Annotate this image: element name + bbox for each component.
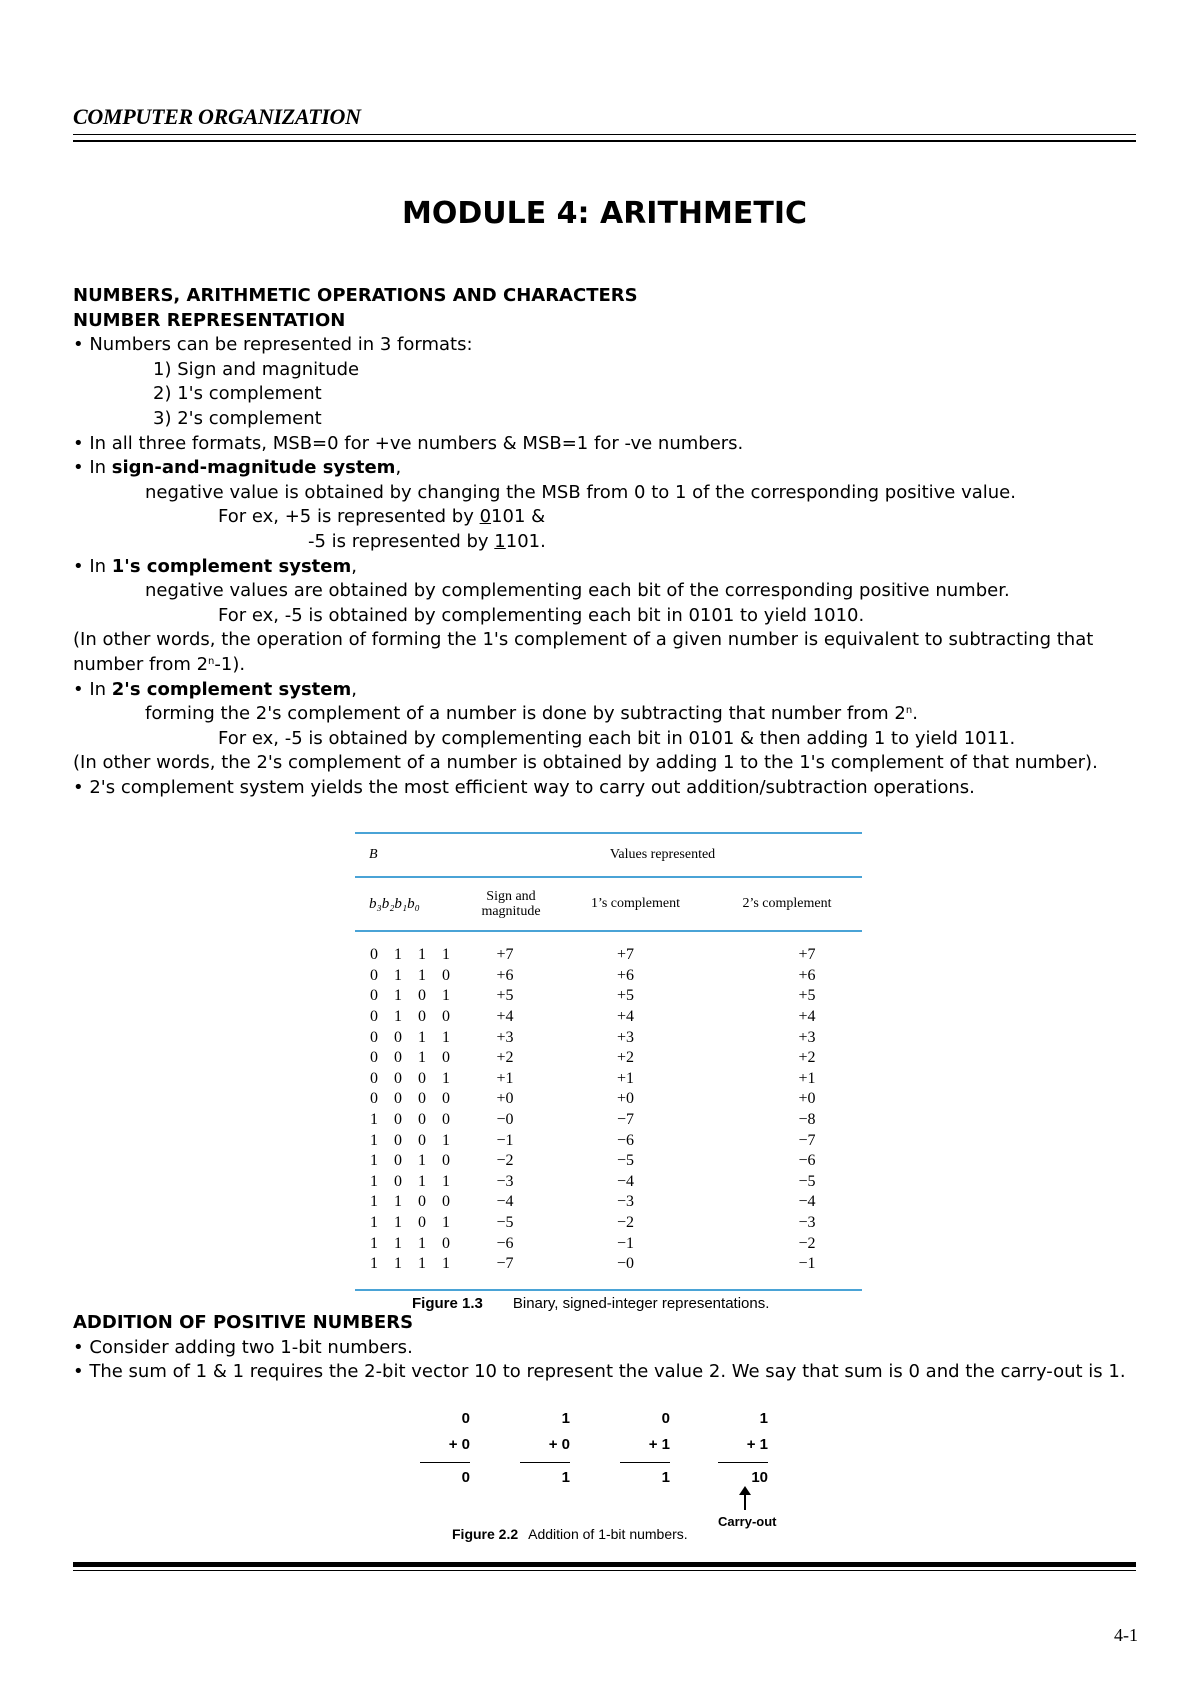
ones-complement-cell: +4	[616, 1008, 635, 1026]
ones-complement-cell: +2	[616, 1049, 635, 1067]
bit-pattern-cell: 1 1 0 0	[370, 1193, 456, 1211]
table-row	[355, 1130, 862, 1151]
format-item: 3) 2's complement	[153, 407, 322, 429]
bit-pattern-cell: 1 1 0 1	[370, 1214, 456, 1232]
ones-complement-cell: −3	[616, 1193, 635, 1211]
bullet-prefix: • In	[73, 457, 112, 479]
twos-complement-cell: +5	[798, 987, 816, 1005]
ones-complement-cell: +1	[616, 1069, 635, 1087]
ones-complement-cell: −7	[616, 1111, 635, 1129]
sign-magnitude-cell: +7	[496, 946, 514, 964]
figure-2-2	[420, 1406, 800, 1546]
twos-complement-cell: −2	[798, 1234, 816, 1252]
twos-complement-cell: +2	[798, 1049, 816, 1067]
sign-magnitude-cell: −1	[496, 1131, 514, 1149]
ones-complement-cell: −0	[616, 1255, 635, 1273]
twos-complement-example: For ex, -5 is obtained by complementing each bit in 0101 & then adding 1 to yield 1011.	[218, 727, 1016, 749]
bit-pattern-cell: 0 1 0 0	[370, 1008, 456, 1026]
table-row	[355, 1151, 862, 1172]
bits-header: b₃b₂b₁b₀	[369, 895, 420, 912]
bit-pattern-cell: 1 0 1 0	[370, 1152, 456, 1170]
subsection-heading: NUMBER REPRESENTATION	[73, 309, 346, 331]
addition-example	[620, 1406, 670, 1491]
format-item: 2) 1's complement	[153, 383, 322, 405]
carry-out-label: Carry-out	[718, 1514, 777, 1529]
figure-1-3-caption	[355, 1295, 862, 1312]
ones-complement-cell: −1	[616, 1234, 635, 1252]
twos-complement-desc	[73, 702, 1143, 727]
bullet-prefix: • In	[73, 678, 112, 700]
addend-a: 0	[461, 1410, 470, 1427]
term-ones-complement: 1's complement system	[111, 555, 352, 577]
ones-complement-cell: +3	[616, 1028, 635, 1046]
addend-b: + 1	[746, 1436, 768, 1453]
example-text: -5 is represented by	[308, 530, 495, 552]
addend-b: + 0	[448, 1436, 470, 1453]
example-text: 101 &	[491, 506, 546, 528]
caption-number: Figure 1.3	[412, 1294, 483, 1312]
sign-magnitude-cell: +1	[496, 1069, 514, 1087]
figure-1-3-table	[355, 832, 862, 1312]
table-body	[355, 932, 862, 1289]
section-number-representation	[73, 284, 1143, 800]
table-row	[355, 966, 862, 987]
sign-magnitude-header: Sign and magnitude	[481, 889, 541, 919]
bullet-twos-complement	[73, 678, 1143, 703]
table-row	[355, 1192, 862, 1213]
footer-rule	[73, 1570, 1136, 1571]
ones-complement-cell: −4	[616, 1172, 635, 1190]
table-row	[355, 1007, 862, 1028]
twos-complement-cell: +3	[798, 1028, 816, 1046]
sign-magnitude-cell: +4	[496, 1008, 514, 1026]
caption-text: Binary, signed-integer representations.	[512, 1294, 770, 1312]
values-represented-header: Values represented	[609, 847, 716, 862]
section-heading: ADDITION OF POSITIVE NUMBERS	[73, 1312, 414, 1333]
addend-a: 1	[759, 1410, 768, 1427]
addition-example	[420, 1406, 470, 1491]
page-number: 4-1	[1114, 1625, 1138, 1645]
bullet-consider: • Consider adding two 1-bit numbers.	[73, 1336, 413, 1358]
addend-b: + 1	[648, 1436, 670, 1453]
sign-magnitude-cell: +0	[496, 1090, 514, 1108]
sum-rule	[420, 1462, 470, 1463]
sign-magnitude-cell: −3	[496, 1172, 514, 1190]
example-text: For ex, +5 is represented by	[218, 506, 480, 528]
twos-complement-cell: +1	[798, 1069, 816, 1087]
sign-magnitude-example-1	[73, 505, 1143, 530]
addition-example	[718, 1406, 768, 1491]
twos-complement-cell: −6	[798, 1152, 816, 1170]
term-twos-complement: 2's complement system	[111, 678, 352, 700]
section-heading: NUMBERS, ARITHMETIC OPERATIONS AND CHARACTERS	[73, 285, 638, 306]
bit-pattern-cell: 1 0 1 1	[370, 1172, 456, 1190]
desc-text: forming the 2's complement of a number is done by subtracting that number from 2	[145, 703, 906, 725]
format-item: 1) Sign and magnitude	[153, 358, 360, 380]
bit-pattern-cell: 0 0 1 1	[370, 1028, 456, 1046]
table-row	[355, 1027, 862, 1048]
carry-arrow-icon	[744, 1492, 746, 1510]
table-header-row-2	[355, 878, 862, 930]
bit-pattern-cell: 0 0 0 1	[370, 1069, 456, 1087]
addend-a: 0	[661, 1410, 670, 1427]
table-row	[355, 1069, 862, 1090]
bullet-suffix: ,	[351, 678, 357, 700]
twos-complement-note: (In other words, the 2's complement of a number is obtained by adding 1 to the 1's complement of that number).	[73, 752, 1098, 774]
sign-magnitude-cell: −0	[496, 1111, 514, 1129]
sum: 10	[751, 1469, 768, 1486]
sum: 1	[561, 1469, 570, 1486]
ones-complement-cell: +5	[616, 987, 635, 1005]
sum-rule	[718, 1462, 768, 1463]
twos-complement-cell: −3	[798, 1214, 816, 1232]
sum-rule	[520, 1462, 570, 1463]
ones-complement-cell: +0	[616, 1090, 635, 1108]
twos-complement-cell: −4	[798, 1193, 816, 1211]
section-addition	[73, 1311, 1143, 1385]
superscript: n	[905, 705, 913, 717]
addend-a: 1	[561, 1410, 570, 1427]
bit-pattern-cell: 1 0 0 0	[370, 1111, 456, 1129]
caption-number: Figure 2.2	[452, 1526, 519, 1542]
sign-magnitude-cell: +6	[496, 966, 514, 984]
sign-magnitude-cell: +3	[496, 1028, 514, 1046]
twos-complement-header: 2’s complement	[742, 896, 832, 911]
ones-complement-header: 1’s complement	[590, 896, 681, 911]
table-row	[355, 986, 862, 1007]
bullet-prefix: • In	[73, 555, 112, 577]
sign-magnitude-cell: +5	[496, 987, 514, 1005]
twos-complement-cell: −5	[798, 1172, 816, 1190]
superscript: n	[208, 655, 215, 667]
twos-complement-cell: +0	[798, 1090, 816, 1108]
twos-complement-cell: −1	[798, 1255, 816, 1273]
bit-pattern-cell: 0 0 0 0	[370, 1090, 456, 1108]
bullet-ones-complement	[73, 555, 1143, 580]
note-text: (In other words, the operation of forming the 1's complement of a given number is equivalent to subtracting that number from 2	[73, 629, 1094, 675]
ones-complement-cell: +6	[616, 966, 635, 984]
sign-magnitude-cell: −4	[496, 1193, 514, 1211]
ones-complement-example: For ex, -5 is obtained by complementing each bit in 0101 to yield 1010.	[218, 604, 865, 626]
table-row	[355, 1048, 862, 1069]
header-rule-thick	[73, 140, 1136, 142]
bullet-suffix: ,	[351, 555, 357, 577]
table-row	[355, 1110, 862, 1131]
example-text: 101.	[505, 530, 546, 552]
sign-magnitude-cell: −7	[496, 1255, 514, 1273]
sign-magnitude-cell: −6	[496, 1234, 514, 1252]
ones-complement-cell: +7	[616, 946, 635, 964]
twos-complement-cell: −8	[798, 1111, 816, 1129]
addend-b: + 0	[548, 1436, 570, 1453]
ones-complement-desc: negative values are obtained by complementing each bit of the corresponding positive number.	[145, 580, 1010, 602]
table-header-row-1	[355, 834, 862, 876]
twos-complement-cell: +6	[798, 966, 816, 984]
figure-2-2-caption	[452, 1526, 688, 1542]
bullet-twos-efficiency: • 2's complement system yields the most efficient way to carry out addition/subtraction operations.	[73, 776, 975, 798]
bullet-msb-note: • In all three formats, MSB=0 for +ve numbers & MSB=1 for -ve numbers.	[73, 432, 744, 454]
msb-underlined: 1	[494, 530, 506, 552]
bullet-sum: • The sum of 1 & 1 requires the 2-bit vector 10 to represent the value 2. We say that sum is 0 and the carry-out is 1.	[73, 1361, 1126, 1383]
sign-magnitude-desc: negative value is obtained by changing the MSB from 0 to 1 of the corresponding positive value.	[145, 481, 1016, 503]
sum: 1	[661, 1469, 670, 1486]
twos-complement-cell: −7	[798, 1131, 816, 1149]
bit-pattern-cell: 1 0 0 1	[370, 1131, 456, 1149]
bit-pattern-cell: 0 0 1 0	[370, 1049, 456, 1067]
table-row	[355, 1089, 862, 1110]
sign-magnitude-cell: −2	[496, 1152, 514, 1170]
caption-text: Addition of 1-bit numbers.	[528, 1526, 688, 1542]
bit-pattern-cell: 1 1 1 1	[370, 1255, 456, 1273]
module-title: MODULE 4: ARITHMETIC	[401, 196, 808, 231]
table-row	[355, 945, 862, 966]
ones-complement-cell: −2	[616, 1214, 635, 1232]
table-row	[355, 1233, 862, 1254]
bullet-formats-intro: • Numbers can be represented in 3 formats:	[73, 334, 473, 356]
table-row	[355, 1172, 862, 1193]
table-row	[355, 1213, 862, 1234]
sign-magnitude-cell: +2	[496, 1049, 514, 1067]
header-rule	[73, 134, 1136, 135]
ones-complement-note	[73, 628, 1143, 677]
sum-rule	[620, 1462, 670, 1463]
bit-pattern-cell: 0 1 0 1	[370, 987, 456, 1005]
ones-complement-cell: −6	[616, 1131, 635, 1149]
addition-example	[520, 1406, 570, 1491]
footer-rule-thick	[73, 1562, 1136, 1567]
note-text: -1).	[214, 653, 246, 675]
twos-complement-cell: +4	[798, 1008, 816, 1026]
twos-complement-cell: +7	[798, 946, 816, 964]
bullet-sign-magnitude	[73, 456, 1143, 481]
col-b-header: B	[369, 847, 378, 862]
msb-underlined: 0	[479, 506, 492, 528]
bit-pattern-cell: 0 1 1 1	[370, 946, 456, 964]
desc-text: .	[912, 703, 918, 725]
term-sign-magnitude: sign-and-magnitude system	[111, 457, 396, 479]
bullet-suffix: ,	[395, 457, 402, 479]
table-bottom-rule	[355, 1289, 862, 1291]
running-header-title: COMPUTER ORGANIZATION	[73, 104, 361, 129]
bit-pattern-cell: 1 1 1 0	[370, 1234, 456, 1252]
sign-magnitude-cell: −5	[496, 1214, 514, 1232]
table-row	[355, 1254, 862, 1275]
bit-pattern-cell: 0 1 1 0	[370, 966, 456, 984]
sign-magnitude-example-2	[73, 530, 1143, 555]
ones-complement-cell: −5	[616, 1152, 635, 1170]
sum: 0	[461, 1469, 470, 1486]
